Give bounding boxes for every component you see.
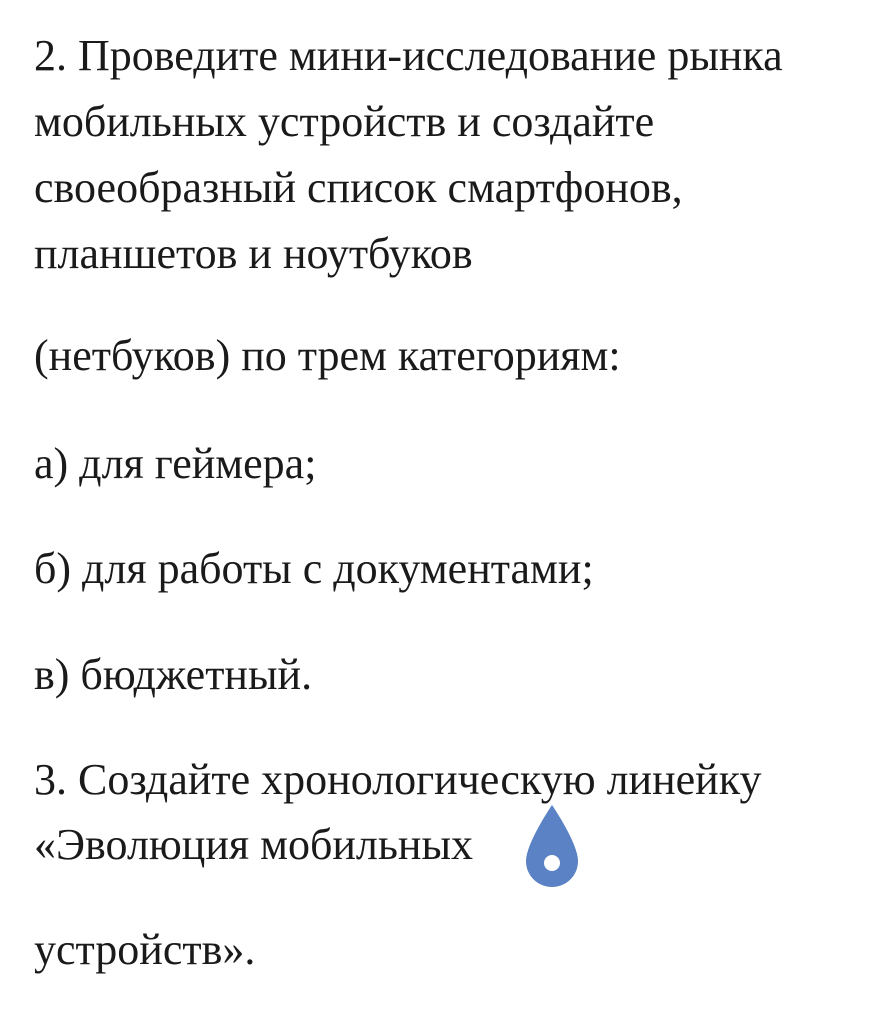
task2-item-c: в) бюджетный. xyxy=(34,650,313,699)
task2-line-4: планшетов и ноутбуков xyxy=(34,229,473,278)
selection-handle[interactable] xyxy=(522,803,582,889)
task2-line-2: мобильных устройств и создайте xyxy=(34,97,655,146)
task3-line-3: устройств». xyxy=(34,925,256,974)
selection-handle-icon xyxy=(522,803,582,889)
task2-item-a: а) для геймера; xyxy=(34,439,317,488)
task2-line-1: 2. Проведите мини-исследование рынка xyxy=(34,31,783,80)
task2-line-5: (нетбуков) по трем категориям: xyxy=(34,331,621,380)
task2-item-b: б) для работы с документами; xyxy=(34,544,594,593)
task3-line-2: «Эволюция мобильных xyxy=(34,820,474,869)
task2-line-3: своеобразный список смартфонов, xyxy=(34,163,683,212)
task3-line-1: 3. Создайте хронологическую линейку xyxy=(34,755,762,804)
